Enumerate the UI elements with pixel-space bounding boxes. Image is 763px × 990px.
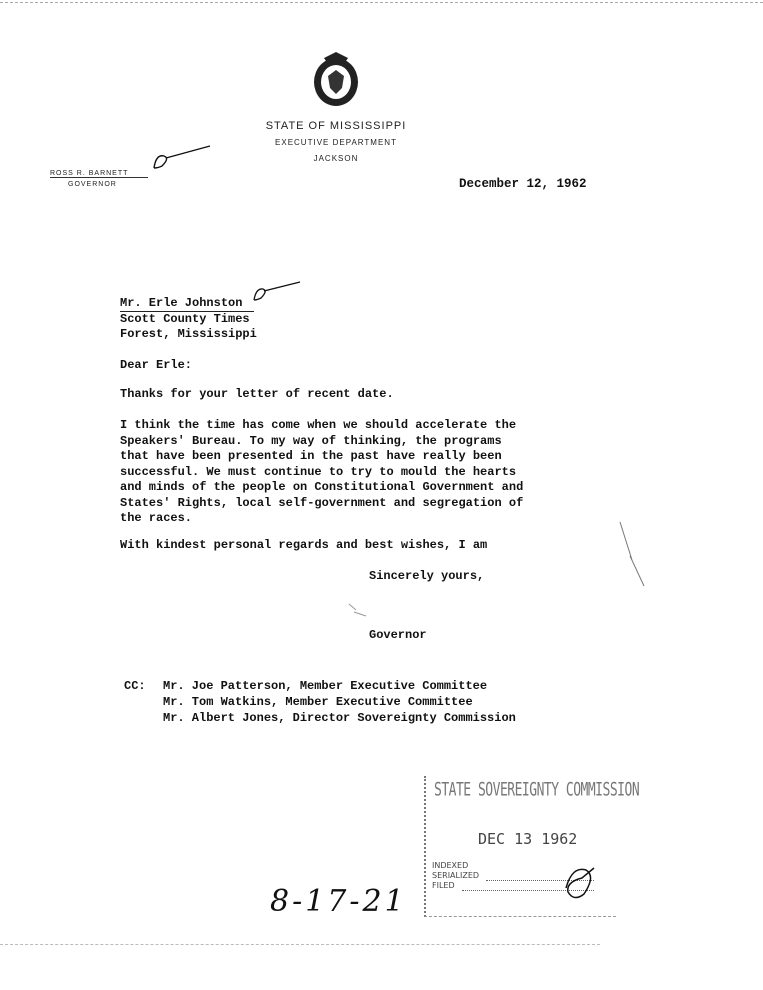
paragraph-3: With kindest personal regards and best wishes, I am [120, 538, 488, 552]
check-mark-icon [152, 144, 212, 174]
handwritten-file-number: 8-17-21 [270, 884, 407, 919]
recipient-name: Mr. Erle Johnston [120, 296, 243, 310]
governor-name: ROSS R. BARNETT [50, 170, 148, 178]
letterhead-department: EXECUTIVE DEPARTMENT [275, 138, 397, 147]
recipient-org: Scott County Times [120, 312, 250, 326]
recipient-city: Forest, Mississippi [120, 327, 257, 341]
scan-top-border [0, 2, 763, 3]
closing: Sincerely yours, [369, 569, 485, 583]
state-seal-icon [310, 52, 362, 108]
stamp-item-indexed: INDEXED [432, 861, 469, 870]
cc-line-1: Mr. Joe Patterson, Member Executive Committee [163, 679, 488, 693]
cc-line-2: Mr. Tom Watkins, Member Executive Committee [163, 695, 473, 709]
stamp-item-serialized: SERIALIZED [432, 871, 480, 880]
cc-label: CC: [124, 679, 146, 693]
scan-bottom-border [0, 944, 600, 945]
received-stamp [424, 776, 640, 917]
margin-scan-mark [618, 520, 648, 594]
stamp-item-filed: FILED [432, 881, 455, 890]
paragraph-1: Thanks for your letter of recent date. [120, 387, 394, 401]
governor-title: GOVERNOR [68, 181, 117, 188]
stamp-date: DEC 13 1962 [478, 830, 578, 848]
letter-date: December 12, 1962 [459, 177, 587, 191]
stamp-initials-icon [562, 864, 598, 906]
letterhead-city: JACKSON [313, 154, 359, 163]
salutation: Dear Erle: [120, 358, 193, 372]
signature-title: Governor [369, 628, 427, 642]
paragraph-2: I think the time has come when we should accelerate the Speakers' Bureau. To my way of thinking, the programs that have been presented in the past have really been successful. We must continue to try to mould the hearts and minds of the people on Constitutional Government and States' Rights, local self-government and segregation of the races. [120, 418, 524, 525]
check-mark-icon [252, 280, 302, 306]
letterhead-state: STATE OF MISSISSIPPI [265, 120, 407, 132]
cc-line-3: Mr. Albert Jones, Director Sovereignty Commission [163, 711, 516, 725]
signature-mark-icon [348, 602, 370, 622]
stamp-title: STATE SOVEREIGNTY COMMISSION [434, 780, 640, 801]
